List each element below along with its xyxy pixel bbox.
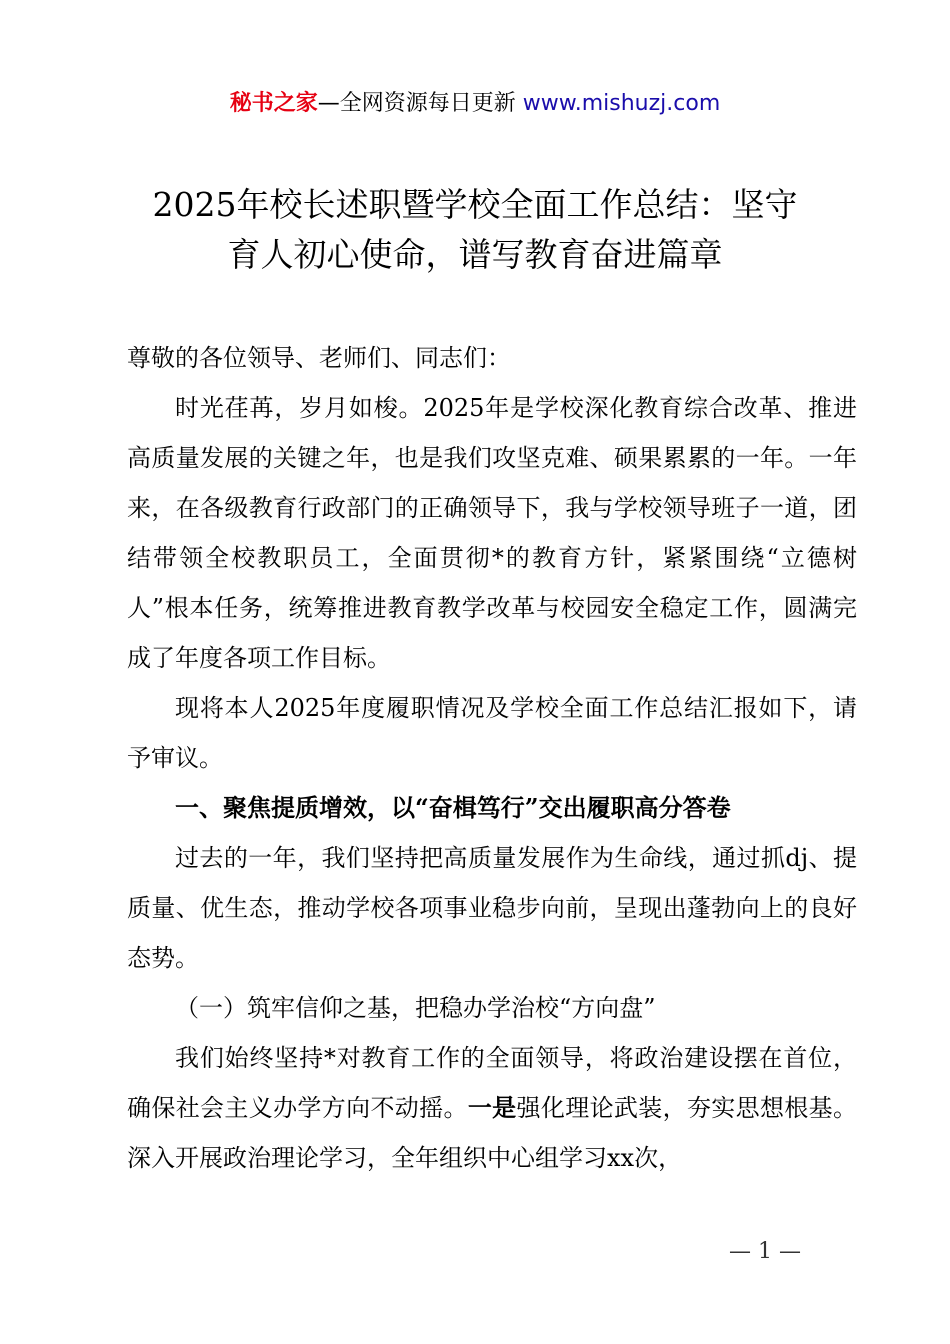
brand-name: 秘书之家 [229,91,318,116]
banner-url-link[interactable]: www.mishuzj.com [522,91,721,116]
section-heading-1: 一、聚焦提质增效，以“奋楫笃行”交出履职高分答卷 [175,793,731,822]
paragraph-text-continued: 强化理论武装，夯实思想根基。深入开展政治理论学习，全年组织中心组学习xx次， [127,1094,858,1172]
paragraph-section-1: 过去的一年，我们坚持把高质量发展作为生命线，通过抓dj、提质量、优生态，推动学校各项事业稳步向前，呈现出蓬勃向上的良好态势。 [127,844,857,972]
page-number: — 1 — [729,1239,801,1264]
document-body [127,333,857,1183]
paragraph-text: 我们始终坚持*对教育工作的全面领导，将政治建设摆在首位，确保社会主义办学方向不动摇。 [127,1044,857,1122]
site-banner [0,88,950,120]
paragraph-report-intro: 现将本人2025年度履职情况及学校全面工作总结汇报如下，请予审议。 [127,694,857,772]
paragraph-subsection-1 [127,1033,857,1183]
salutation: 尊敬的各位领导、老师们、同志们： [127,344,511,372]
paragraph-intro: 时光荏苒，岁月如梭。2025年是学校深化教育综合改革、推进高质量发展的关键之年，也是我们攻坚克难、硕果累累的一年。一年来，在各级教育行政部门的正确领导下，我与学校领导班子一道，团结带领全校教职员工，全面贯彻*的教育方针，紧紧围绕“立德树人”根本任务，统筹推进教育教学改革与校园安全稳定工作，圆满完成了年度各项工作目标。 [127,394,857,672]
banner-tagline: —全网资源每日更新 [317,91,523,116]
title-line-1: 2025年校长述职暨学校全面工作总结：坚守 [152,185,798,224]
title-line-2: 育人初心使命，谱写教育奋进篇章 [227,235,723,274]
document-title [120,180,830,280]
subsection-heading-1: （一）筑牢信仰之基，把稳办学治校“方向盘” [175,994,656,1022]
emphasis-text: 一是 [467,1093,517,1122]
